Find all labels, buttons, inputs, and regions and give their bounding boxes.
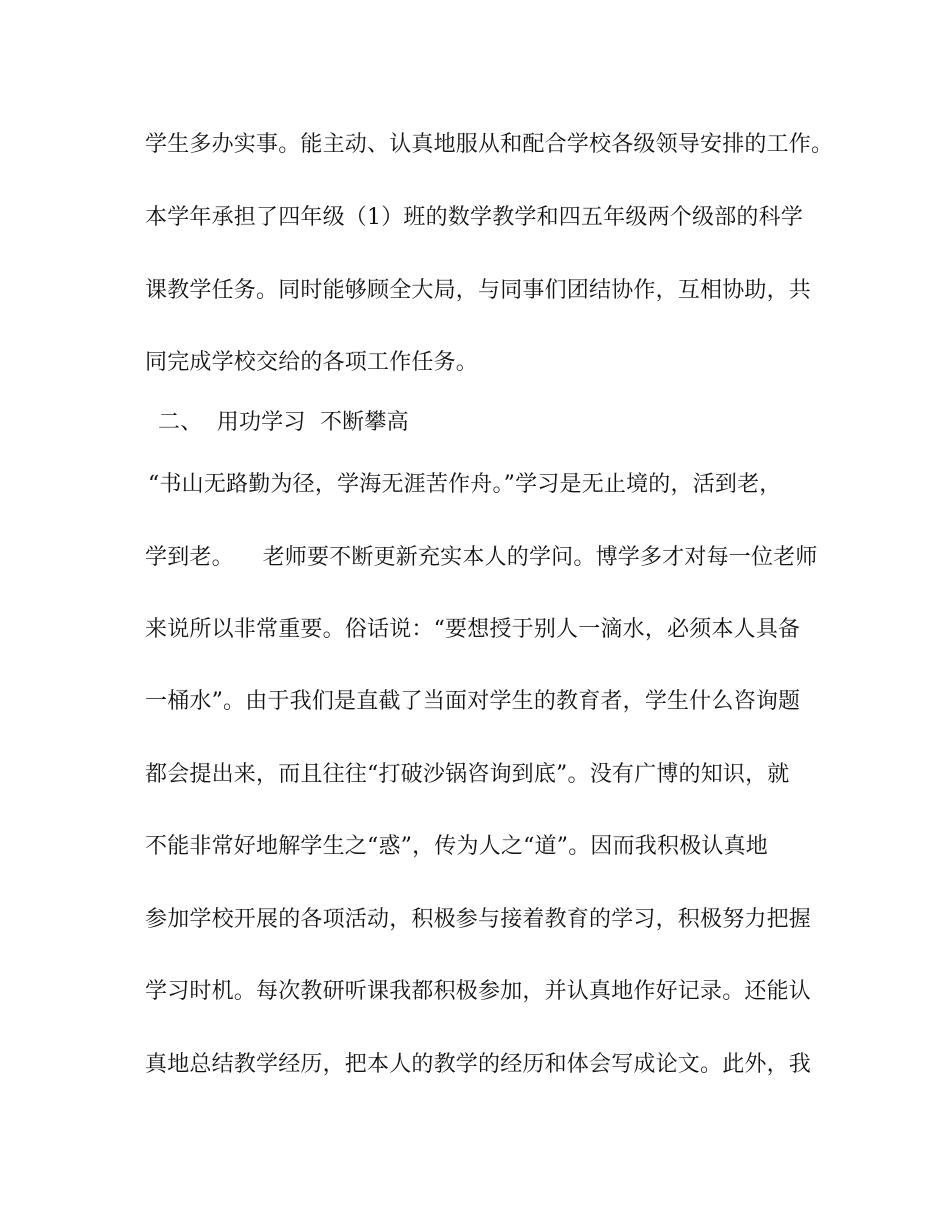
body-text-line: 参加学校开展的各项活动，积极参与接着教育的学习，积极努力把握 <box>145 907 812 932</box>
body-text-line: 真地总结教学经历，把本人的教学的经历和体会写成论文。此外，我 <box>145 1052 812 1077</box>
body-text-line: 学习时机。每次教研听课我都积极参加，并认真地作好记录。还能认 <box>145 979 812 1004</box>
body-text-line: 本学年承担了四年级（1）班的数学教学和四五年级两个级部的科学 <box>145 205 803 230</box>
section-heading: 二、 用功学习 不断攀高 <box>158 410 409 435</box>
body-text-line: “书山无路勤为径，学海无涯苦作舟。”学习是无止境的，活到老， <box>148 472 782 497</box>
body-text-line: 不能非常好地解学生之“惑”，传为人之“道”。因而我积极认真地 <box>145 834 768 859</box>
body-text-line: 都会提出来，而且往往“打破沙锅咨询到底”。没有广博的知识，就 <box>145 762 790 787</box>
body-text-line: 同完成学校交给的各项工作任务。 <box>145 350 479 375</box>
body-text-line: 学生多办实事。能主动、认真地服从和配合学校各级领导安排的工作。 <box>145 132 834 157</box>
body-text-line: 课教学任务。同时能够顾全大局，与同事们团结协作，互相协助，共 <box>145 278 812 303</box>
body-text-line: 来说所以非常重要。俗话说：“要想授于别人一滴水，必须本人具备 <box>145 617 801 642</box>
body-text-line: 一桶水”。由于我们是直截了当面对学生的教育者，学生什么咨询题 <box>145 689 801 714</box>
body-text-line: 学到老。 老师要不断更新充实本人的学问。博学多才对每一位老师 <box>145 545 818 570</box>
